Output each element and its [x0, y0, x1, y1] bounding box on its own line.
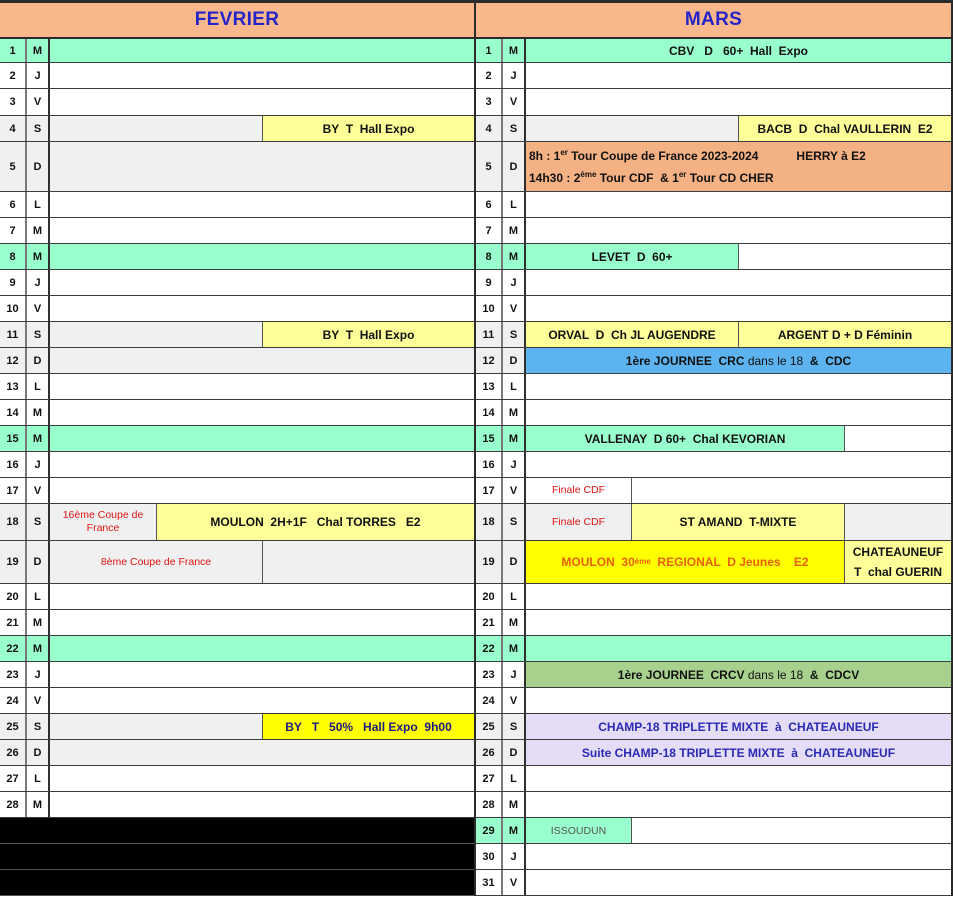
day-number: 24	[0, 688, 27, 713]
text-part: 1ère JOURNEE CRCV	[617, 667, 745, 682]
day-of-week: M	[27, 244, 50, 269]
event-cell	[526, 39, 951, 62]
event-cell	[526, 244, 951, 269]
day-number: 16	[0, 452, 27, 477]
event-cell	[526, 63, 951, 88]
text-part: 8h : 1	[529, 148, 561, 163]
event-cell	[526, 426, 951, 451]
day-of-week: J	[27, 452, 50, 477]
event-cell	[526, 322, 951, 347]
empty-cell	[263, 541, 474, 583]
event-cell	[526, 844, 951, 869]
day-row	[0, 296, 474, 322]
event-cell	[526, 688, 951, 713]
day-number: 2	[476, 63, 503, 88]
day-of-week: J	[27, 662, 50, 687]
event-cell	[50, 244, 474, 269]
day-row	[0, 116, 474, 142]
day-of-week: V	[27, 478, 50, 503]
event-cell	[50, 541, 474, 583]
day-of-week: D	[503, 740, 526, 765]
day-row	[0, 636, 474, 662]
day-of-week: V	[503, 89, 526, 115]
day-of-week: L	[503, 192, 526, 217]
day-number: 30	[476, 844, 503, 869]
day-number: 15	[476, 426, 503, 451]
day-row	[0, 142, 474, 192]
day-number: 28	[0, 792, 27, 817]
day-row	[0, 662, 474, 688]
day-row	[0, 452, 474, 478]
day-row	[476, 192, 951, 218]
day-of-week: S	[27, 322, 50, 347]
event-label: MOULON 2H+1F Chal TORRES E2	[157, 504, 474, 540]
event-cell	[526, 541, 951, 583]
event-cell	[50, 452, 474, 477]
day-of-week: M	[503, 218, 526, 243]
day-number: 17	[476, 478, 503, 503]
text-part: 14h30 : 2	[529, 170, 581, 185]
text-part: CHATEAUNEUF	[852, 545, 944, 559]
day-of-week: M	[27, 610, 50, 635]
empty-cell	[739, 244, 951, 269]
event-label: BY T Hall Expo	[263, 116, 474, 141]
day-row	[0, 504, 474, 541]
event-label: 8ème Coupe de France	[50, 541, 263, 583]
day-row	[0, 478, 474, 504]
day-of-week: L	[27, 766, 50, 791]
month-mars	[476, 0, 953, 896]
day-row	[476, 478, 951, 504]
day-number: 7	[476, 218, 503, 243]
day-row	[0, 374, 474, 400]
day-row	[476, 270, 951, 296]
day-row	[476, 844, 951, 870]
day-of-week: V	[27, 89, 50, 115]
event-cell	[50, 116, 474, 141]
day-row	[476, 792, 951, 818]
day-of-week: J	[503, 452, 526, 477]
day-of-week: M	[27, 400, 50, 425]
text-part: Tour CD CHER	[686, 170, 774, 185]
day-row	[0, 584, 474, 610]
day-of-week: M	[503, 400, 526, 425]
day-of-week: D	[27, 541, 50, 583]
day-of-week: D	[27, 348, 50, 373]
event-cell	[526, 818, 951, 843]
text-part: T chal GUERIN	[853, 565, 942, 579]
day-row	[0, 63, 474, 89]
event-cell	[526, 870, 951, 895]
event-label: Suite CHAMP-18 TRIPLETTE MIXTE à CHATEAUNEUF	[526, 740, 951, 765]
day-row	[0, 541, 474, 584]
event-cell	[526, 714, 951, 739]
day-row	[476, 322, 951, 348]
day-row	[476, 39, 951, 63]
day-of-week: D	[503, 541, 526, 583]
day-row	[476, 348, 951, 374]
text-part: HERRY à E2	[796, 148, 866, 163]
day-row	[0, 270, 474, 296]
day-row	[476, 662, 951, 688]
day-row	[476, 766, 951, 792]
day-of-week: J	[503, 270, 526, 295]
text-part: dans le 18	[744, 353, 807, 368]
superscript: er	[560, 147, 568, 157]
day-number: 26	[0, 740, 27, 765]
superscript: er	[678, 169, 687, 179]
event-label: ST AMAND T-MIXTE	[632, 504, 845, 540]
day-number: 1	[0, 39, 27, 62]
day-row	[476, 142, 951, 192]
event-label	[526, 348, 951, 373]
day-row	[476, 63, 951, 89]
event-label: ARGENT D + D Féminin	[739, 322, 951, 347]
day-row	[0, 400, 474, 426]
day-number: 6	[476, 192, 503, 217]
day-of-week: M	[503, 426, 526, 451]
text-part: & CDCV	[806, 667, 860, 682]
event-cell	[50, 766, 474, 791]
day-of-week: J	[503, 844, 526, 869]
day-number: 25	[0, 714, 27, 739]
day-row	[476, 818, 951, 844]
event-cell	[526, 374, 951, 399]
text-part: REGIONAL D Jeunes E2	[650, 555, 809, 569]
event-cell	[526, 348, 951, 373]
day-of-week: M	[27, 636, 50, 661]
day-number: 22	[476, 636, 503, 661]
day-of-week: M	[27, 792, 50, 817]
day-of-week: J	[27, 270, 50, 295]
event-cell	[50, 662, 474, 687]
day-number: 9	[476, 270, 503, 295]
day-number: 14	[476, 400, 503, 425]
event-cell	[50, 478, 474, 503]
empty-cell	[845, 426, 951, 451]
empty-cell	[632, 478, 951, 503]
day-row	[0, 348, 474, 374]
day-row	[0, 740, 474, 766]
day-number: 14	[0, 400, 27, 425]
month-title: MARS	[476, 0, 951, 39]
day-row	[0, 244, 474, 270]
day-of-week: S	[503, 322, 526, 347]
day-of-week: M	[503, 636, 526, 661]
day-number: 13	[0, 374, 27, 399]
text-part: Tour Coupe de France 2023-2024	[567, 148, 759, 163]
event-cell	[526, 740, 951, 765]
day-of-week: L	[27, 374, 50, 399]
event-cell	[526, 400, 951, 425]
event-label: CBV D 60+ Hall Expo	[526, 39, 951, 62]
empty-cell	[845, 504, 951, 540]
event-cell	[526, 584, 951, 609]
day-row	[0, 218, 474, 244]
text-part: dans le 18	[744, 667, 807, 682]
day-row	[476, 636, 951, 662]
day-of-week: V	[503, 296, 526, 321]
day-number: 3	[0, 89, 27, 115]
blank-row	[0, 844, 474, 870]
event-label: BY T Hall Expo	[263, 322, 474, 347]
day-of-week: S	[27, 504, 50, 540]
event-label: LEVET D 60+	[526, 244, 739, 269]
day-number: 2	[0, 63, 27, 88]
day-number: 21	[476, 610, 503, 635]
event-cell	[526, 452, 951, 477]
day-number: 5	[476, 142, 503, 191]
event-cell	[50, 610, 474, 635]
day-of-week: M	[27, 39, 50, 62]
day-number: 23	[476, 662, 503, 687]
day-number: 10	[0, 296, 27, 321]
day-number: 18	[0, 504, 27, 540]
event-cell	[526, 116, 951, 141]
day-row	[476, 688, 951, 714]
event-cell	[50, 322, 474, 347]
day-number: 27	[476, 766, 503, 791]
event-cell	[526, 504, 951, 540]
blank-row	[0, 818, 474, 844]
day-of-week: L	[503, 584, 526, 609]
text-part: 1ère JOURNEE CRC	[625, 353, 745, 368]
event-cell	[50, 270, 474, 295]
superscript: ème	[580, 169, 597, 179]
event-cell	[526, 270, 951, 295]
day-row	[476, 296, 951, 322]
day-number: 5	[0, 142, 27, 191]
day-of-week: L	[503, 374, 526, 399]
day-number: 21	[0, 610, 27, 635]
day-row	[0, 192, 474, 218]
day-number: 11	[0, 322, 27, 347]
day-row	[0, 714, 474, 740]
event-label: 16ème Coupe de France	[50, 504, 157, 540]
day-number: 8	[0, 244, 27, 269]
day-number: 16	[476, 452, 503, 477]
day-row	[476, 714, 951, 740]
day-number: 25	[476, 714, 503, 739]
event-cell	[526, 766, 951, 791]
day-number: 31	[476, 870, 503, 895]
event-cell	[526, 610, 951, 635]
day-of-week: M	[27, 218, 50, 243]
day-of-week: J	[503, 662, 526, 687]
event-cell	[50, 296, 474, 321]
day-number: 17	[0, 478, 27, 503]
day-row	[476, 504, 951, 541]
event-cell	[50, 504, 474, 540]
day-of-week: M	[503, 792, 526, 817]
day-row	[476, 870, 951, 896]
day-number: 27	[0, 766, 27, 791]
event-label: BACB D Chal VAULLERIN E2	[739, 116, 951, 141]
day-row	[0, 610, 474, 636]
event-label	[526, 662, 951, 687]
day-number: 26	[476, 740, 503, 765]
empty-cell	[526, 116, 739, 141]
event-cell	[50, 740, 474, 765]
empty-cell	[632, 818, 951, 843]
day-of-week: V	[503, 688, 526, 713]
event-cell	[526, 192, 951, 217]
day-of-week: S	[27, 116, 50, 141]
event-cell	[50, 192, 474, 217]
day-row	[0, 792, 474, 818]
month-title: FEVRIER	[0, 0, 474, 39]
day-row	[0, 426, 474, 452]
event-cell	[50, 426, 474, 451]
day-row	[0, 688, 474, 714]
event-cell	[526, 296, 951, 321]
day-row	[476, 116, 951, 142]
day-number: 4	[0, 116, 27, 141]
day-of-week: D	[503, 142, 526, 191]
event-label	[845, 541, 951, 583]
event-line-2	[529, 167, 774, 189]
event-cell	[50, 89, 474, 115]
event-cell	[50, 400, 474, 425]
day-row	[476, 452, 951, 478]
day-number: 19	[0, 541, 27, 583]
empty-cell	[50, 116, 263, 141]
event-cell	[50, 584, 474, 609]
event-cell	[50, 374, 474, 399]
day-number: 10	[476, 296, 503, 321]
day-of-week: J	[27, 63, 50, 88]
event-cell	[50, 63, 474, 88]
text-part: MOULON 30	[561, 555, 635, 569]
event-cell	[526, 478, 951, 503]
day-number: 3	[476, 89, 503, 115]
event-cell	[50, 792, 474, 817]
event-label: MOULON 30 ème REGIONAL D Jeunes E2	[526, 541, 845, 583]
day-number: 7	[0, 218, 27, 243]
day-row	[476, 244, 951, 270]
event-line-1	[529, 145, 866, 167]
day-of-week: S	[503, 116, 526, 141]
day-of-week: L	[503, 766, 526, 791]
day-of-week: M	[503, 244, 526, 269]
event-cell	[526, 142, 951, 191]
day-number: 20	[0, 584, 27, 609]
day-number: 9	[0, 270, 27, 295]
day-row	[0, 322, 474, 348]
day-row	[476, 218, 951, 244]
day-of-week: J	[503, 63, 526, 88]
day-number: 12	[476, 348, 503, 373]
event-cell	[526, 662, 951, 687]
event-label: Finale CDF	[526, 504, 632, 540]
day-of-week: D	[503, 348, 526, 373]
event-cell	[50, 636, 474, 661]
day-number: 23	[0, 662, 27, 687]
event-cell	[526, 218, 951, 243]
event-cell	[50, 218, 474, 243]
day-number: 1	[476, 39, 503, 62]
event-cell	[526, 89, 951, 115]
event-cell	[50, 142, 474, 191]
event-label: ISSOUDUN	[526, 818, 632, 843]
day-number: 15	[0, 426, 27, 451]
event-label	[526, 142, 951, 191]
day-number: 19	[476, 541, 503, 583]
day-number: 6	[0, 192, 27, 217]
event-label: VALLENAY D 60+ Chal KEVORIAN	[526, 426, 845, 451]
day-of-week: D	[27, 142, 50, 191]
day-of-week: V	[27, 688, 50, 713]
day-of-week: M	[503, 818, 526, 843]
day-row	[476, 374, 951, 400]
empty-cell	[50, 714, 263, 739]
day-of-week: V	[503, 870, 526, 895]
text-part: & CDC	[806, 353, 852, 368]
empty-cell	[50, 322, 263, 347]
day-row	[476, 400, 951, 426]
day-of-week: M	[27, 426, 50, 451]
day-number: 8	[476, 244, 503, 269]
day-row	[0, 766, 474, 792]
event-cell	[50, 348, 474, 373]
day-number: 13	[476, 374, 503, 399]
day-of-week: D	[27, 740, 50, 765]
day-number: 22	[0, 636, 27, 661]
event-cell	[50, 714, 474, 739]
day-row	[476, 541, 951, 584]
day-row	[476, 584, 951, 610]
day-row	[476, 610, 951, 636]
day-row	[0, 89, 474, 116]
event-cell	[50, 688, 474, 713]
event-cell	[526, 792, 951, 817]
day-row	[476, 426, 951, 452]
day-number: 4	[476, 116, 503, 141]
day-row	[476, 89, 951, 116]
day-row	[0, 39, 474, 63]
day-of-week: S	[503, 504, 526, 540]
day-number: 24	[476, 688, 503, 713]
day-number: 29	[476, 818, 503, 843]
month-fevrier	[0, 0, 476, 896]
day-of-week: M	[503, 39, 526, 62]
day-of-week: S	[503, 714, 526, 739]
day-number: 11	[476, 322, 503, 347]
day-number: 18	[476, 504, 503, 540]
day-of-week: L	[27, 192, 50, 217]
day-of-week: V	[27, 296, 50, 321]
day-number: 28	[476, 792, 503, 817]
day-row	[476, 740, 951, 766]
text-part: Tour CDF & 1	[596, 170, 679, 185]
day-of-week: L	[27, 584, 50, 609]
event-label: BY T 50% Hall Expo 9h00	[263, 714, 474, 739]
event-cell	[50, 39, 474, 62]
event-cell	[526, 636, 951, 661]
event-label: CHAMP-18 TRIPLETTE MIXTE à CHATEAUNEUF	[526, 714, 951, 739]
day-number: 12	[0, 348, 27, 373]
blank-row	[0, 870, 474, 896]
day-of-week: S	[27, 714, 50, 739]
event-label: ORVAL D Ch JL AUGENDRE	[526, 322, 739, 347]
event-label: Finale CDF	[526, 478, 632, 503]
day-of-week: M	[503, 610, 526, 635]
day-of-week: V	[503, 478, 526, 503]
day-number: 20	[476, 584, 503, 609]
